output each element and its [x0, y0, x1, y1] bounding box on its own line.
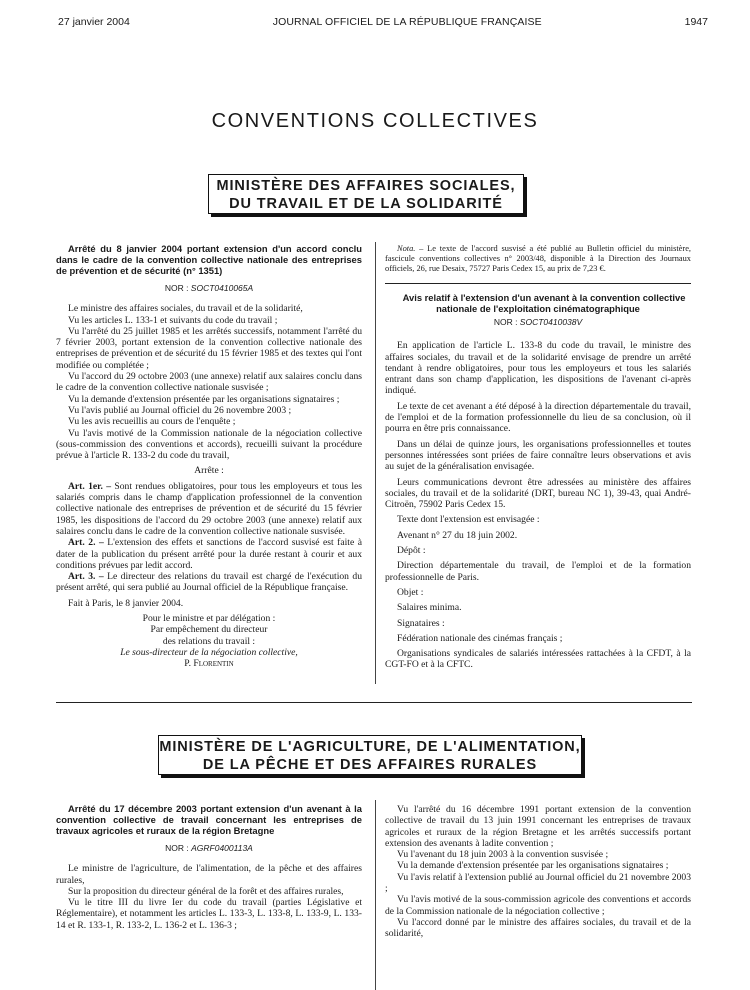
arrete-1-para: Vu l'accord du 29 octobre 2003 (une annexe) relatif aux salaires conclu dans le cadre de la convention collective nationale susvisée ; [56, 371, 362, 394]
signataire-text: Fédération nationale des cinémas français ; [397, 632, 563, 644]
arrete-2-para: Le ministre de l'agriculture, de l'alimentation, de la pêche et des affaires rurales, [56, 863, 362, 886]
section-title: CONVENTIONS COLLECTIVES [211, 110, 539, 132]
avis-title: Avis relatif à l'extension d'un avenant à la convention collective nationale de l'exploitation cinématographique [402, 292, 686, 314]
arrete-1-para: Vu les avis recueillis au cours de l'enquête ; [68, 416, 236, 428]
header-journal-title: JOURNAL OFFICIEL DE LA RÉPUBLIQUE FRANÇAISE [272, 16, 542, 28]
arrete-2-continued-column [385, 804, 691, 940]
column-divider-lower [375, 800, 376, 990]
arrete-1-para: Vu l'avis motivé de la Commission nationale de la négociation collective (sous-commission des conventions et accords), recueilli suivant la procédure prévue à l'article R. 133-2 du code du travail, [56, 427, 362, 462]
page-header [58, 12, 708, 32]
header-page-number: 1947 [684, 16, 708, 28]
article-2 [56, 537, 362, 571]
avis-para: Le texte de cet avenant a été déposé à la direction départementale du travail, de l'emploi et de la formation professionnelle du lieu de sa conclusion, où il pourra en être pris connaissance. [385, 400, 691, 435]
arrete-1-para: Le ministre des affaires sociales, du travail et de la solidarité, [68, 303, 303, 315]
article-label: Art. 3. – [68, 571, 104, 583]
nor-code: SOCT0410038V [519, 317, 583, 327]
nor-label: NOR : [493, 317, 520, 327]
article-label: Art. 2. – [68, 537, 104, 549]
arrete-1-title: Arrêté du 8 janvier 2004 portant extension d'un accord conclu dans le cadre de la convention collective nationale des entreprises de prévention et de sécurité (n° 1351) [56, 243, 362, 276]
arrete-1-para: Vu les articles L. 133-1 et suivants du code du travail ; [68, 314, 278, 326]
arrete-2-para: Vu la demande d'extension présentée par les organisations signataires ; [397, 860, 669, 872]
ministry-line-1: MINISTÈRE DE L'AGRICULTURE, DE L'ALIMENTATION, [159, 739, 581, 755]
arrete-1-para: Vu l'avis publié au Journal officiel du 26 novembre 2003 ; [68, 404, 292, 416]
article-3 [56, 571, 362, 594]
arrete-1-para: Vu la demande d'extension présentée par les organisations signataires ; [68, 393, 340, 405]
signature-line: Le sous-directeur de la négociation collective, [120, 646, 298, 658]
signataires-label: Signataires : [397, 617, 445, 629]
nor-code: AGRF0400113A [191, 843, 253, 853]
article-text: L'extension des effets et sanctions de l'accord susvisé est faite à dater de la publication du présent arrêté pour la durée restant à courir et aux conditions prévues par ledit accord. [56, 537, 362, 571]
article-label: Art. 1er. – [68, 480, 112, 492]
article-text: Le directeur des relations du travail est chargé de l'exécution du présent arrêté, qui sera publié au Journal officiel de la République française. [56, 571, 362, 594]
ministry-line-1: MINISTÈRE DES AFFAIRES SOCIALES, [216, 178, 516, 194]
ministry-line-2: DE LA PÊCHE ET DES AFFAIRES RURALES [202, 757, 538, 773]
signatory-name: P. Florentin [184, 658, 234, 670]
arrete-2-column [56, 803, 362, 931]
separator [385, 283, 691, 284]
avenant-line: Avenant n° 27 du 18 juin 2002. [397, 529, 518, 541]
arrete-2-title: Arrêté du 17 décembre 2003 portant extension d'un avenant à la convention collective de travail concernant les entreprises de travaux agricoles et ruraux de la région Bretagne [56, 803, 362, 836]
arrete-word: Arrête : [194, 465, 224, 477]
arrete-2-para: Sur la proposition du directeur général de la forêt et des affaires rurales, [68, 885, 344, 897]
arrete-2-para: Vu le titre III du livre Ier du code du travail (parties Législative et Réglementaire), et notamment les articles L. 133-3, L. 133-8, L. 133-9, L. 133-14 et R. 133-1, R. 133-2, L. 136-2 et L. 136-3 ; [56, 897, 362, 931]
nota-note [385, 244, 691, 274]
nota-label: Nota. – [397, 244, 424, 253]
texte-label: Texte dont l'extension est envisagée : [397, 514, 540, 526]
ministry-box-social-affairs [208, 174, 524, 214]
avis-column [385, 244, 691, 671]
arrete-2-para: Vu l'avenant du 18 juin 2003 à la convention susvisée ; [397, 849, 609, 861]
objet-label: Objet : [397, 586, 424, 598]
done-at: Fait à Paris, le 8 janvier 2004. [68, 597, 184, 609]
nor-label: NOR : [164, 283, 191, 293]
signature-line: des relations du travail : [162, 635, 256, 647]
avis-para: Leurs communications devront être adressées au ministère des affaires sociales, du travail et de la solidarité (DRT, bureau NC 1), 39-43, quai André-Citroën, 75902 Paris Cedex 15. [385, 476, 691, 511]
signature-line: Par empêchement du directeur [150, 624, 268, 636]
objet-text: Salaires minima. [397, 602, 462, 614]
arrete-1-para: Vu l'arrêté du 25 juillet 1985 et les arrêtés successifs, notamment l'arrêté du 7 février 2003, portant extension de la convention collective nationale des entreprises de prévention et de sécurité du 15 février 1985 et des textes qui l'ont modifiée ou complétée ; [56, 325, 362, 371]
header-date: 27 janvier 2004 [58, 16, 130, 28]
article-1 [56, 481, 362, 537]
nor-code: SOCT0410065A [190, 283, 254, 293]
avis-nor [385, 317, 691, 328]
arrete-2-nor [56, 843, 362, 854]
article-text: Sont rendues obligatoires, pour tous les employeurs et tous les salariés compris dans le champ d'application professionnel de la convention collective nationale des entreprises de prévention et de sécurité du 15 février 1985, les dispositions de l'accord du 29 octobre 2003 (une annexe) relatif aux salaires conclu dans le cadre de la convention collective nationale susvisée. [56, 480, 362, 537]
arrete-1-nor [56, 283, 362, 294]
arrete-2-para: Vu l'arrêté du 16 décembre 1991 portant extension de la convention collective de travail du 13 juin 1991 concernant les entreprises de travaux agricoles et ruraux de la région Bretagne et les arrêtés successifs portant extension des avenants à ladite convention ; [385, 804, 691, 849]
nota-text: Le texte de l'accord susvisé a été publié au Bulletin officiel du ministère, fascicule conventions collectives n° 2003/48, disponible à la Direction des Journaux officiels, 26, rue Desaix, 75727 Paris Cedex 15, au prix de 7,23 €. [385, 244, 692, 273]
depot-label: Dépôt : [397, 545, 426, 557]
arrete-1-column [56, 243, 362, 670]
column-divider [375, 242, 376, 684]
arrete-2-para: Vu l'accord donné par le ministre des affaires sociales, du travail et de la solidarité, [385, 916, 691, 940]
arrete-2-para: Vu l'avis motivé de la sous-commission agricole des conventions et accords de la Commission nationale de la négociation collective ; [385, 894, 691, 917]
depot-text: Direction départementale du travail, de l'emploi et de la formation professionnelle de Paris. [385, 560, 691, 583]
nor-label: NOR : [165, 843, 192, 853]
avis-para: En application de l'article L. 133-8 du code du travail, le ministre des affaires sociales, du travail et de la solidarité envisage de prendre un arrêté tendant à rendre obligatoires, pour tous les employeurs et tous les salariés entrant dans son champ d'application, les dispositions de l'avenant ci-après indiqué. [385, 340, 691, 397]
avis-para: Dans un délai de quinze jours, les organisations professionnelles et toutes personnes intéressées sont priées de faire connaître leurs observations et avis au sujet de la généralisation envisagée. [385, 438, 691, 473]
section-separator [56, 702, 692, 703]
ministry-box-agriculture [158, 735, 582, 775]
signataire-text: Organisations syndicales de salariés intéressées rattachées à la CFDT, à la CGT-FO et à la CFTC. [385, 648, 691, 671]
ministry-line-2: DU TRAVAIL ET DE LA SOLIDARITÉ [229, 196, 503, 212]
signature-line: Pour le ministre et par délégation : [142, 613, 276, 625]
arrete-2-para: Vu l'avis relatif à l'extension publié au Journal officiel du 21 novembre 2003 ; [385, 871, 691, 895]
